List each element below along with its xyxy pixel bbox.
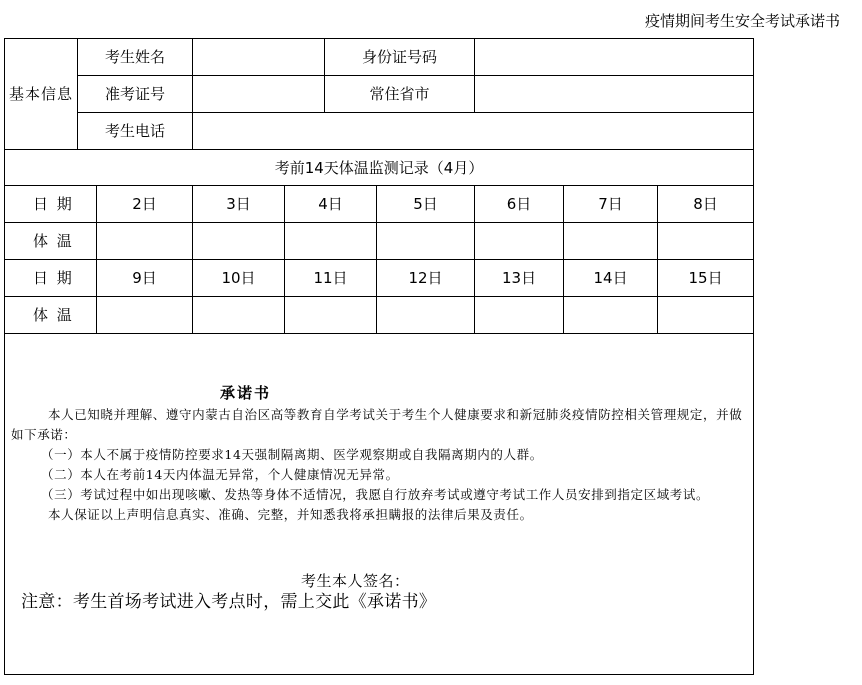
date-label: 日 期 <box>5 260 97 297</box>
date-cell: 11日 <box>285 260 377 297</box>
temperature-cell[interactable] <box>193 223 285 260</box>
date-cell: 5日 <box>377 186 475 223</box>
temperature-cell[interactable] <box>564 297 658 334</box>
basic-info-row-1 <box>5 39 754 76</box>
date-cell: 9日 <box>97 260 193 297</box>
temperature-cell[interactable] <box>475 297 564 334</box>
temperature-label: 体 温 <box>5 223 97 260</box>
temperature-row-2 <box>5 297 754 334</box>
date-cell: 13日 <box>475 260 564 297</box>
date-cell: 12日 <box>377 260 475 297</box>
id-number-field[interactable] <box>475 39 754 76</box>
temperature-cell[interactable] <box>97 223 193 260</box>
temperature-row-1 <box>5 223 754 260</box>
date-label: 日 期 <box>5 186 97 223</box>
pledge-body <box>11 405 745 525</box>
temperature-title: 考前14天体温监测记录（4月） <box>5 150 754 186</box>
temperature-cell[interactable] <box>377 297 475 334</box>
phone-field[interactable] <box>193 113 754 150</box>
date-cell: 2日 <box>97 186 193 223</box>
exam-number-label: 准考证号 <box>78 76 193 113</box>
temperature-label: 体 温 <box>5 297 97 334</box>
date-cell: 14日 <box>564 260 658 297</box>
date-cell: 3日 <box>193 186 285 223</box>
pledge-guarantee: 本人保证以上声明信息真实、准确、完整，并知悉我将承担瞒报的法律后果及责任。 <box>48 507 533 522</box>
id-number-label: 身份证号码 <box>325 39 475 76</box>
temperature-cell[interactable] <box>285 297 377 334</box>
pledge-item: （一）本人不属于疫情防控要求14天强制隔离期、医学观察期或自我隔离期内的人群。 <box>41 447 543 462</box>
temperature-cell[interactable] <box>475 223 564 260</box>
pledge-section <box>5 334 753 674</box>
date-row-2 <box>5 260 754 297</box>
date-cell: 8日 <box>658 186 754 223</box>
residence-label: 常住省市 <box>325 76 475 113</box>
pledge-title: 承诺书 <box>220 384 272 402</box>
temperature-cell[interactable] <box>285 223 377 260</box>
date-cell: 10日 <box>193 260 285 297</box>
temperature-title-row <box>5 150 754 186</box>
residence-field[interactable] <box>475 76 754 113</box>
notice-text: 注意：考生首场考试进入考点时，需上交此《承诺书》 <box>21 592 437 612</box>
pledge-form-table <box>4 38 754 675</box>
name-field[interactable] <box>193 39 325 76</box>
basic-info-row-3 <box>5 113 754 150</box>
date-cell: 4日 <box>285 186 377 223</box>
date-cell: 6日 <box>475 186 564 223</box>
pledge-row <box>5 334 754 675</box>
pledge-cell <box>5 334 754 675</box>
date-row-1 <box>5 186 754 223</box>
name-label: 考生姓名 <box>78 39 193 76</box>
temperature-cell[interactable] <box>564 223 658 260</box>
phone-label: 考生电话 <box>78 113 193 150</box>
signature-label[interactable]: 考生本人签名： <box>301 572 410 590</box>
date-cell: 15日 <box>658 260 754 297</box>
pledge-item: （三）考试过程中如出现咳嗽、发热等身体不适情况，我愿自行放弃考试或遵守考试工作人员安排到指定区域考试。 <box>41 487 710 502</box>
temperature-cell[interactable] <box>658 223 754 260</box>
document-title: 疫情期间考生安全考试承诺书 <box>644 12 840 30</box>
temperature-cell[interactable] <box>377 223 475 260</box>
date-cell: 7日 <box>564 186 658 223</box>
temperature-cell[interactable] <box>193 297 285 334</box>
basic-info-label: 基本信息 <box>5 39 78 150</box>
temperature-cell[interactable] <box>658 297 754 334</box>
temperature-cell[interactable] <box>97 297 193 334</box>
pledge-intro: 本人已知晓并理解、遵守内蒙古自治区高等教育自学考试关于考生个人健康要求和新冠肺炎疫情防控相关管理规定，并做如下承诺： <box>11 407 743 442</box>
exam-number-field[interactable] <box>193 76 325 113</box>
basic-info-row-2 <box>5 76 754 113</box>
pledge-item: （二）本人在考前14天内体温无异常，个人健康情况无异常。 <box>41 467 399 482</box>
